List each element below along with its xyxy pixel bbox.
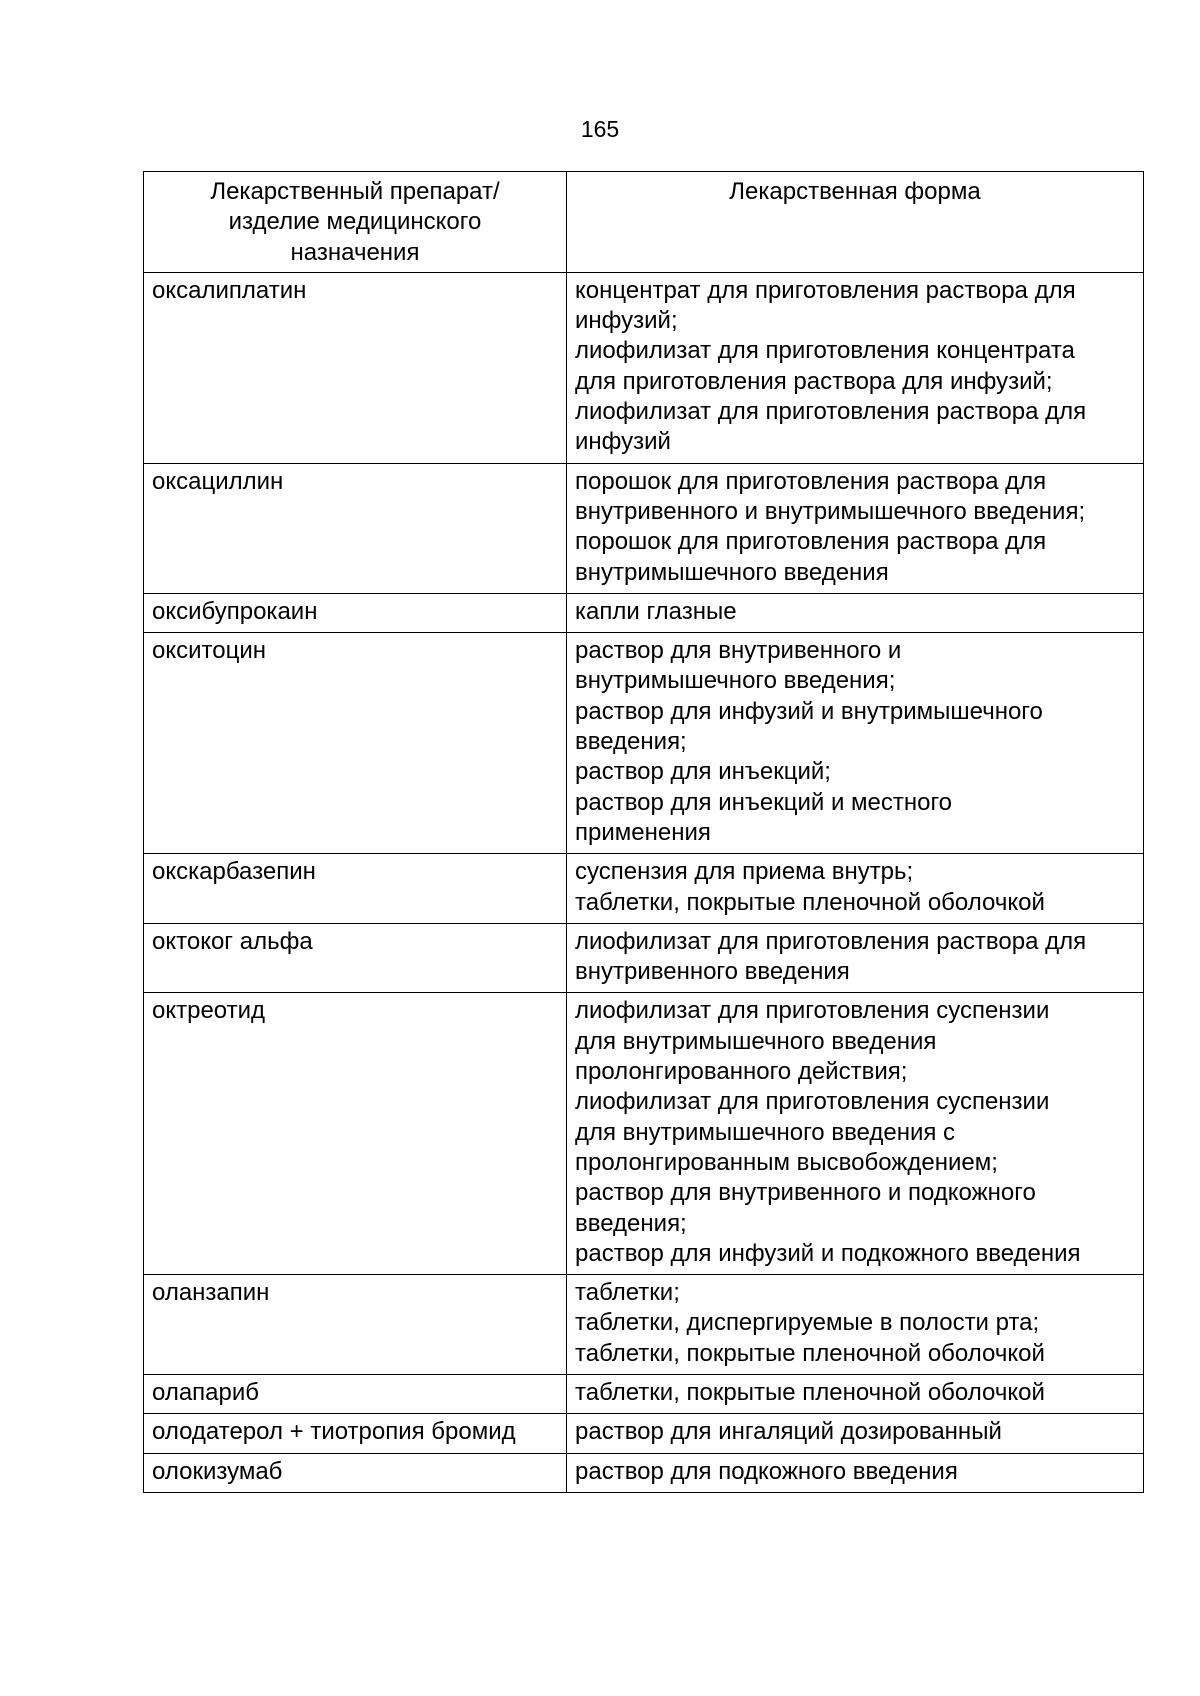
page-number: 165 — [580, 116, 620, 142]
drug-name-cell: октоког альфа — [144, 923, 567, 993]
drug-name-cell: оксалиплатин — [144, 272, 567, 463]
dosage-form-line: лиофилизат для приготовления раствора для — [575, 927, 1087, 955]
dosage-form-line: раствор для инъекций и местного — [575, 788, 953, 816]
dosage-form-line: внутривенного введения — [575, 958, 850, 986]
dosage-form-cell — [567, 463, 1144, 593]
dosage-form-line: внутривенного и внутримышечного введения; — [575, 497, 1086, 525]
dosage-form-line: порошок для приготовления раствора для — [575, 467, 1047, 495]
table-body — [144, 272, 1144, 1492]
table-row — [144, 993, 1144, 1275]
drug-name-cell: оксибупрокаин — [144, 593, 567, 632]
drug-name-cell: олапариб — [144, 1374, 567, 1413]
dosage-form-line: раствор для внутривенного и — [575, 637, 902, 665]
dosage-form-line: раствор для инъекций; — [575, 758, 831, 786]
dosage-form-line: внутримышечного введения — [575, 558, 889, 586]
header-row — [144, 172, 1144, 273]
header-line: изделие медицинского — [228, 208, 482, 236]
dosage-form-line: суспензия для приема внутрь; — [575, 858, 914, 886]
drug-name-cell: окскарбазепин — [144, 854, 567, 924]
dosage-form-line: лиофилизат для приготовления концентрата — [575, 337, 1075, 365]
dosage-form-line: капли глазные — [575, 597, 737, 625]
dosage-form-line: пролонгированного действия; — [575, 1058, 908, 1086]
table-row — [144, 633, 1144, 854]
dosage-form-line: таблетки, диспергируемые в полости рта; — [575, 1309, 1040, 1337]
dosage-form-line: лиофилизат для приготовления раствора для — [575, 398, 1087, 426]
dosage-form-cell — [567, 993, 1144, 1275]
dosage-form-cell — [567, 923, 1144, 993]
dosage-form-line: инфузий; — [575, 307, 678, 335]
dosage-form-line: инфузий — [575, 428, 671, 456]
dosage-form-line: лиофилизат для приготовления суспензии — [575, 997, 1050, 1025]
header-line: Лекарственный препарат/ — [210, 178, 500, 205]
dosage-form-line: введения; — [575, 728, 687, 756]
dosage-form-line: применения — [575, 818, 711, 846]
table-row — [144, 463, 1144, 593]
drug-name-cell: октреотид — [144, 993, 567, 1275]
header-line: Лекарственная форма — [729, 178, 981, 205]
table-row — [144, 1453, 1144, 1492]
dosage-form-line: порошок для приготовления раствора для — [575, 528, 1047, 556]
dosage-form-line: пролонгированным высвобождением; — [575, 1148, 998, 1176]
dosage-form-cell — [567, 1453, 1144, 1492]
dosage-form-line: для внутримышечного введения с — [575, 1118, 956, 1146]
dosage-form-line: лиофилизат для приготовления суспензии — [575, 1088, 1050, 1116]
dosage-form-line: для внутримышечного введения — [575, 1027, 937, 1055]
drug-table — [143, 171, 1144, 1493]
dosage-form-cell — [567, 854, 1144, 924]
table-row — [144, 1374, 1144, 1413]
table-row — [144, 272, 1144, 463]
dosage-form-cell — [567, 1275, 1144, 1375]
dosage-form-cell — [567, 633, 1144, 854]
table-row — [144, 1275, 1144, 1375]
table-row — [144, 923, 1144, 993]
drug-name-cell: олокизумаб — [144, 1453, 567, 1492]
table-row — [144, 854, 1144, 924]
dosage-form-line: таблетки, покрытые пленочной оболочкой — [575, 1339, 1045, 1367]
drug-name-cell: олодатерол + тиотропия бромид — [144, 1414, 567, 1453]
dosage-form-line: концентрат для приготовления раствора для — [575, 276, 1076, 304]
dosage-form-line: раствор для инфузий и внутримышечного — [575, 697, 1043, 725]
dosage-form-cell — [567, 1414, 1144, 1453]
dosage-form-line: таблетки, покрытые пленочной оболочкой — [575, 888, 1045, 916]
dosage-form-line: раствор для подкожного введения — [575, 1457, 958, 1485]
header-dosage-form — [567, 172, 1144, 273]
dosage-form-line: раствор для ингаляций дозированный — [575, 1418, 1002, 1446]
dosage-form-cell — [567, 593, 1144, 632]
header-line: назначения — [290, 238, 420, 266]
dosage-form-cell — [567, 272, 1144, 463]
table-row — [144, 593, 1144, 632]
dosage-form-line: таблетки; — [575, 1279, 680, 1307]
dosage-form-line: таблетки, покрытые пленочной оболочкой — [575, 1378, 1045, 1406]
dosage-form-line: для приготовления раствора для инфузий; — [575, 367, 1053, 395]
dosage-form-cell — [567, 1374, 1144, 1413]
drug-name-cell: оксациллин — [144, 463, 567, 593]
dosage-form-line: раствор для инфузий и подкожного введения — [575, 1239, 1081, 1267]
dosage-form-line: раствор для внутривенного и подкожного — [575, 1179, 1036, 1207]
drug-name-cell: оланзапин — [144, 1275, 567, 1375]
dosage-form-line: введения; — [575, 1209, 687, 1237]
drug-name-cell: окситоцин — [144, 633, 567, 854]
table-row — [144, 1414, 1144, 1453]
table-header — [144, 172, 1144, 273]
dosage-form-line: внутримышечного введения; — [575, 667, 896, 695]
header-drug-name — [144, 172, 567, 273]
